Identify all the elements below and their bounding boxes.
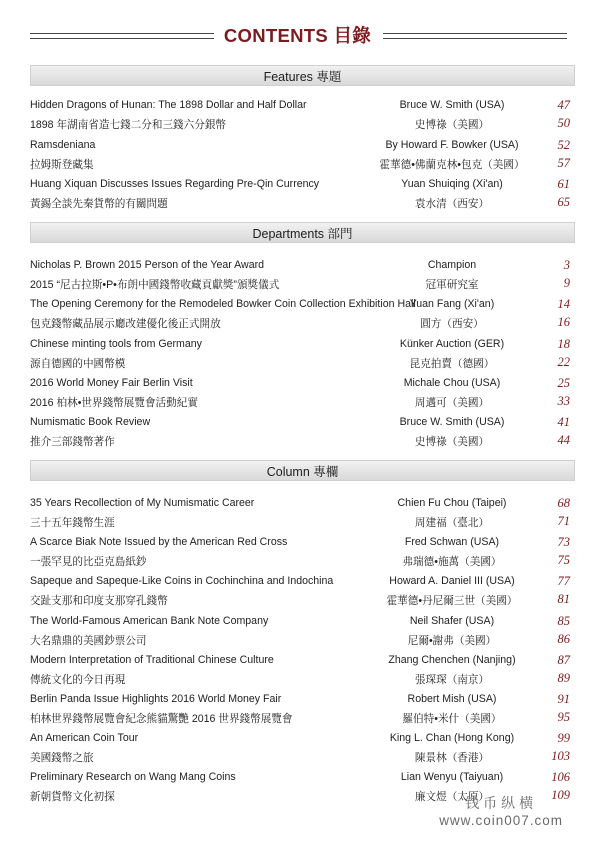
toc-entry[interactable] — [30, 534, 570, 570]
author-zh: 昆克拍賣（德國） — [409, 357, 495, 370]
author-en: Fred Schwan (USA) — [404, 536, 500, 549]
author-zh: 廉文煜（太原） — [414, 791, 490, 804]
entry-english-line — [30, 375, 570, 393]
page-number[interactable]: 25 — [557, 375, 570, 390]
page-number[interactable]: 95 — [557, 710, 570, 724]
title-rule-right — [383, 33, 567, 39]
article-title-en[interactable]: Huang Xiquan Discusses Issues Regarding Pre-Qin Currency — [30, 178, 320, 190]
watermark-url: www.coin007.com — [439, 813, 563, 828]
article-title-zh[interactable]: 交趾支那和印度支那穿孔錢幣 — [30, 595, 168, 608]
contents-header — [0, 20, 595, 50]
entry-english-line — [30, 613, 570, 631]
article-title-zh[interactable]: 大名鼎鼎的美國鈔票公司 — [30, 634, 147, 647]
article-title-zh[interactable]: 源自德國的中國幣模 — [30, 357, 126, 370]
article-title-en[interactable]: Ramsdeniana — [30, 138, 96, 151]
author-en: Yuan Shuiqing (Xi'an) — [401, 178, 503, 190]
page-number[interactable]: 68 — [557, 496, 570, 510]
toc-entry[interactable] — [30, 176, 570, 212]
toc-entry[interactable] — [30, 495, 570, 531]
entry-english-line — [30, 769, 570, 787]
article-title-zh[interactable]: 推介三部錢幣著作 — [30, 436, 115, 449]
author-en: King L. Chan (Hong Kong) — [389, 732, 515, 745]
entry-english-line — [30, 257, 570, 275]
page-number[interactable]: 9 — [563, 276, 570, 290]
toc-entry[interactable] — [30, 414, 570, 450]
page-number[interactable]: 61 — [557, 177, 570, 191]
toc-entry[interactable] — [30, 652, 570, 688]
author-en: Robert Mish (USA) — [407, 693, 497, 705]
article-title-zh[interactable]: 2015 “尼古拉斯•P•布朗中國錢幣收藏貢獻獎”頒獎儀式 — [30, 279, 280, 291]
entry-chinese-line — [30, 155, 570, 173]
page-number[interactable]: 22 — [557, 354, 570, 369]
entry-chinese-line — [30, 115, 570, 133]
entry-chinese-line — [30, 275, 570, 293]
article-title-en[interactable]: A Scarce Biak Note Issued by the American Red Cross — [30, 536, 288, 549]
entry-english-line — [30, 296, 570, 314]
toc-entry[interactable] — [30, 613, 570, 649]
page-number[interactable]: 71 — [557, 514, 570, 528]
toc-entry[interactable] — [30, 137, 570, 173]
page-number[interactable]: 65 — [557, 195, 570, 209]
section-header-features: Features 專題 — [30, 65, 575, 86]
page-number[interactable]: 44 — [557, 433, 570, 448]
page-number[interactable]: 85 — [557, 613, 570, 628]
author-en: Künker Auction (GER) — [399, 337, 505, 350]
article-title-en[interactable]: Hidden Dragons of Hunan: The 1898 Dollar and Half Dollar — [30, 99, 307, 111]
page-number[interactable]: 87 — [557, 652, 570, 667]
author-zh: 霍華德•丹尼爾三世（美國） — [386, 595, 518, 608]
page-title: CONTENTS 目錄 — [223, 25, 372, 46]
article-title-zh[interactable]: 傳統文化的今日再現 — [30, 673, 126, 686]
article-title-zh[interactable]: 美國錢幣之旅 — [30, 752, 94, 765]
page-number[interactable]: 86 — [557, 631, 570, 646]
toc-entry[interactable] — [30, 97, 570, 133]
author-zh: 冠軍研究室 — [425, 279, 479, 291]
article-title-en[interactable]: The World-Famous American Bank Note Company — [30, 614, 269, 627]
article-title-zh[interactable]: 包克錢幣藏品展示廳改建優化後正式開放 — [30, 318, 221, 331]
author-en: Michale Chou (USA) — [403, 376, 501, 389]
article-title-zh[interactable]: 2016 柏林•世界錢幣展覽會活動紀實 — [30, 396, 198, 409]
article-title-en[interactable]: Modern Interpretation of Traditional Chinese Culture — [30, 653, 274, 666]
entry-chinese-line — [30, 432, 570, 450]
page-number[interactable]: 73 — [557, 535, 570, 550]
article-title-en[interactable]: Berlin Panda Issue Highlights 2016 World Money Fair — [30, 693, 282, 705]
author-zh: 周邁可（美國） — [414, 396, 490, 409]
page-number[interactable]: 16 — [557, 315, 570, 330]
entry-english-line — [30, 495, 570, 513]
article-title-en[interactable]: Sapeque and Sapeque-Like Coins in Cochinchina and Indochina — [30, 575, 334, 588]
page-number[interactable]: 103 — [551, 749, 570, 764]
entry-chinese-line — [30, 314, 570, 332]
author-zh: 史博祿（美國） — [414, 436, 490, 449]
entry-english-line — [30, 336, 570, 354]
entry-chinese-line — [30, 709, 570, 727]
entry-chinese-line — [30, 552, 570, 570]
author-en: Zhang Chenchen (Nanjing) — [388, 653, 516, 666]
author-en: By Howard F. Bowker (USA) — [385, 138, 519, 151]
watermark-text: 钱币纵横 — [465, 795, 538, 811]
toc-entry[interactable] — [30, 730, 570, 766]
article-title-en[interactable]: 2016 World Money Fair Berlin Visit — [30, 376, 193, 389]
page-number[interactable]: 33 — [557, 393, 570, 408]
author-en: Lian Wenyu (Taiyuan) — [400, 771, 504, 784]
article-title-en[interactable]: An American Coin Tour — [30, 732, 139, 745]
title-rule-left — [30, 33, 214, 39]
author-zh: 尼爾•謝弗（美國） — [407, 634, 497, 647]
entry-english-line — [30, 176, 570, 194]
page-number[interactable]: 57 — [557, 155, 570, 170]
article-title-zh[interactable]: 新朝貨幣文化初探 — [30, 791, 115, 804]
section-header-departments: Departments 部門 — [30, 222, 575, 243]
page-number[interactable]: 14 — [557, 297, 570, 312]
toc-entry[interactable] — [30, 375, 570, 411]
page-number[interactable]: 50 — [557, 116, 570, 130]
article-title-en[interactable]: The Opening Ceremony for the Remodeled Bowker Coin Collection Exhibition Hall — [30, 298, 416, 311]
page-number[interactable]: 81 — [557, 592, 570, 607]
author-zh: 霍華德•佛蘭克林•包克（美國） — [379, 158, 525, 171]
author-en: Champion — [427, 259, 477, 271]
author-zh: 周建福（臺北） — [414, 517, 490, 529]
article-title-zh[interactable]: 三十五年錢幣生涯 — [30, 517, 115, 529]
article-title-en[interactable]: Numismatic Book Review — [30, 416, 151, 429]
toc-entry[interactable] — [30, 257, 570, 293]
article-title-zh[interactable]: 一張罕見的比亞克島紙鈔 — [30, 556, 147, 569]
author-zh: 圓方（西安） — [420, 318, 484, 331]
entry-chinese-line — [30, 748, 570, 766]
entry-english-line — [30, 573, 570, 591]
entry-chinese-line — [30, 354, 570, 372]
author-zh: 羅伯特•米什（美國） — [402, 713, 502, 725]
author-en: Yuan Fang (Xi'an) — [409, 298, 495, 311]
entry-chinese-line — [30, 591, 570, 609]
author-en: Bruce W. Smith (USA) — [399, 416, 505, 429]
page-number[interactable]: 41 — [557, 415, 570, 430]
author-zh: 史博祿（美國） — [414, 119, 490, 131]
toc-entry[interactable] — [30, 296, 570, 332]
entry-english-line — [30, 534, 570, 552]
article-title-en[interactable]: Nicholas P. Brown 2015 Person of the Year Award — [30, 259, 265, 271]
toc-entry[interactable] — [30, 336, 570, 372]
page-number[interactable]: 47 — [557, 98, 570, 112]
author-en: Chien Fu Chou (Taipei) — [397, 497, 507, 509]
watermark — [439, 794, 563, 830]
page-number[interactable]: 106 — [551, 770, 570, 785]
author-en: Neil Shafer (USA) — [409, 614, 495, 627]
toc-entry[interactable] — [30, 691, 570, 727]
article-title-zh[interactable]: 柏林世界錢幣展覽會紀念熊貓驚艷 2016 世界錢幣展覽會 — [30, 713, 293, 725]
entry-chinese-line — [30, 393, 570, 411]
page-number[interactable]: 77 — [557, 574, 570, 589]
page-number[interactable]: 75 — [557, 553, 570, 568]
entry-chinese-line — [30, 513, 570, 531]
page-number[interactable]: 52 — [557, 137, 570, 152]
author-en: Howard A. Daniel III (USA) — [389, 575, 515, 588]
entry-chinese-line — [30, 194, 570, 212]
article-title-en[interactable]: Preliminary Research on Wang Mang Coins — [30, 771, 236, 784]
article-title-en[interactable]: 35 Years Recollection of My Numismatic Career — [30, 497, 255, 509]
page-number[interactable]: 3 — [563, 258, 570, 272]
entry-english-line — [30, 730, 570, 748]
author-zh: 張琛琛（南京） — [414, 673, 490, 686]
page-number[interactable]: 18 — [557, 336, 570, 351]
entry-chinese-line — [30, 631, 570, 649]
author-zh: 弗瑞德•施萬（美國） — [402, 556, 502, 569]
page-number[interactable]: 91 — [557, 692, 570, 706]
entry-english-line — [30, 691, 570, 709]
page-number[interactable]: 99 — [557, 731, 570, 746]
entry-english-line — [30, 97, 570, 115]
author-en: Bruce W. Smith (USA) — [399, 99, 505, 111]
entry-english-line — [30, 414, 570, 432]
article-title-zh[interactable]: 1898 年湖南省造七錢二分和三錢六分銀幣 — [30, 119, 227, 131]
article-title-en[interactable]: Chinese minting tools from Germany — [30, 337, 202, 350]
entry-english-line — [30, 652, 570, 670]
page-number[interactable]: 89 — [557, 670, 570, 685]
section-header-column: Column 專欄 — [30, 460, 575, 481]
toc-entry[interactable] — [30, 573, 570, 609]
author-zh: 陳景林（香港） — [414, 752, 490, 765]
article-title-zh[interactable]: 黃錫全談先秦貨幣的有關問題 — [30, 198, 168, 210]
author-zh: 袁水清（西安） — [414, 198, 490, 210]
article-title-zh[interactable]: 拉姆斯登藏集 — [30, 158, 94, 171]
entry-english-line — [30, 137, 570, 155]
page-number[interactable]: 109 — [551, 788, 570, 803]
entry-chinese-line — [30, 670, 570, 688]
